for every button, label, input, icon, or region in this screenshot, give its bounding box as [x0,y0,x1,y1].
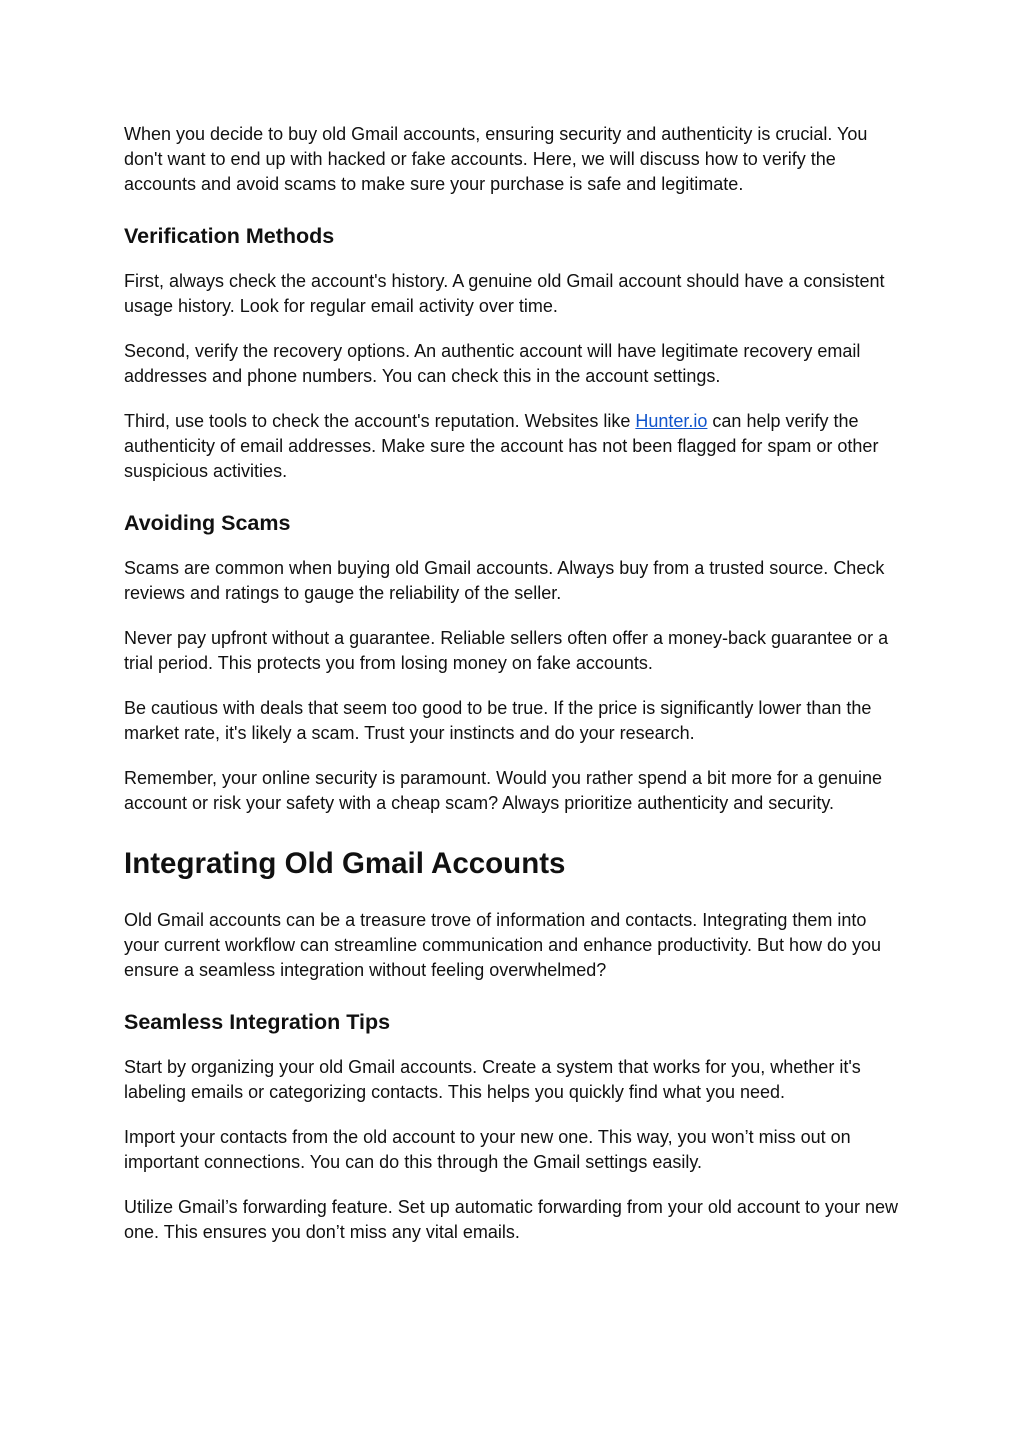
verification-paragraph-1: First, always check the account's history. A genuine old Gmail account should have a consistent usage history. Look for regular email activity over time. [124,271,885,316]
verification-paragraph-3-start: Third, use tools to check the account's reputation. Websites like [124,411,636,431]
avoiding-scams-heading: Avoiding Scams [124,511,291,535]
tips-paragraph-3: Utilize Gmail’s forwarding feature. Set up automatic forwarding from your old account to your new one. This ensures you don’t miss any vital emails. [124,1197,899,1242]
integrating-paragraph-1: Old Gmail accounts can be a treasure trove of information and contacts. Integrating them into your current workflow can streamline communication and enhance productivity. But how do you ensure a seamless integration without feeling overwhelmed? [124,910,882,980]
seamless-integration-tips-heading: Seamless Integration Tips [124,1010,391,1034]
verification-methods-heading: Verification Methods [124,224,335,248]
hunter-io-link[interactable]: Hunter.io [635,411,708,431]
intro-paragraph: When you decide to buy old Gmail accounts, ensuring security and authenticity is crucial. You don't want to end up with hacked or fake accounts. Here, we will discuss how to verify the accounts and avoid scams to make sure your purchase is safe and legitimate. [124,124,868,194]
verification-paragraph-3 [124,409,900,484]
verification-paragraph-3-end: can help verify the authenticity of email addresses. Make sure the account has not been flagged for spam or other suspicious activities. [124,411,879,481]
scams-paragraph-4: Remember, your online security is paramount. Would you rather spend a bit more for a genuine account or risk your safety with a cheap scam? Always prioritize authenticity and security. [124,768,883,813]
tips-paragraph-1: Start by organizing your old Gmail accounts. Create a system that works for you, whether it's labeling emails or categorizing contacts. This helps you quickly find what you need. [124,1057,861,1102]
scams-paragraph-3: Be cautious with deals that seem too good to be true. If the price is significantly lower than the market rate, it's likely a scam. Trust your instincts and do your research. [124,698,872,743]
scams-paragraph-1: Scams are common when buying old Gmail accounts. Always buy from a trusted source. Check reviews and ratings to gauge the reliability of the seller. [124,558,885,603]
tips-paragraph-2: Import your contacts from the old account to your new one. This way, you won’t miss out on important connections. You can do this through the Gmail settings easily. [124,1127,851,1172]
verification-paragraph-2: Second, verify the recovery options. An authentic account will have legitimate recovery email addresses and phone numbers. You can check this in the account settings. [124,341,861,386]
scams-paragraph-2: Never pay upfront without a guarantee. Reliable sellers often offer a money-back guarantee or a trial period. This protects you from losing money on fake accounts. [124,628,889,673]
integrating-heading: Integrating Old Gmail Accounts [124,847,566,880]
